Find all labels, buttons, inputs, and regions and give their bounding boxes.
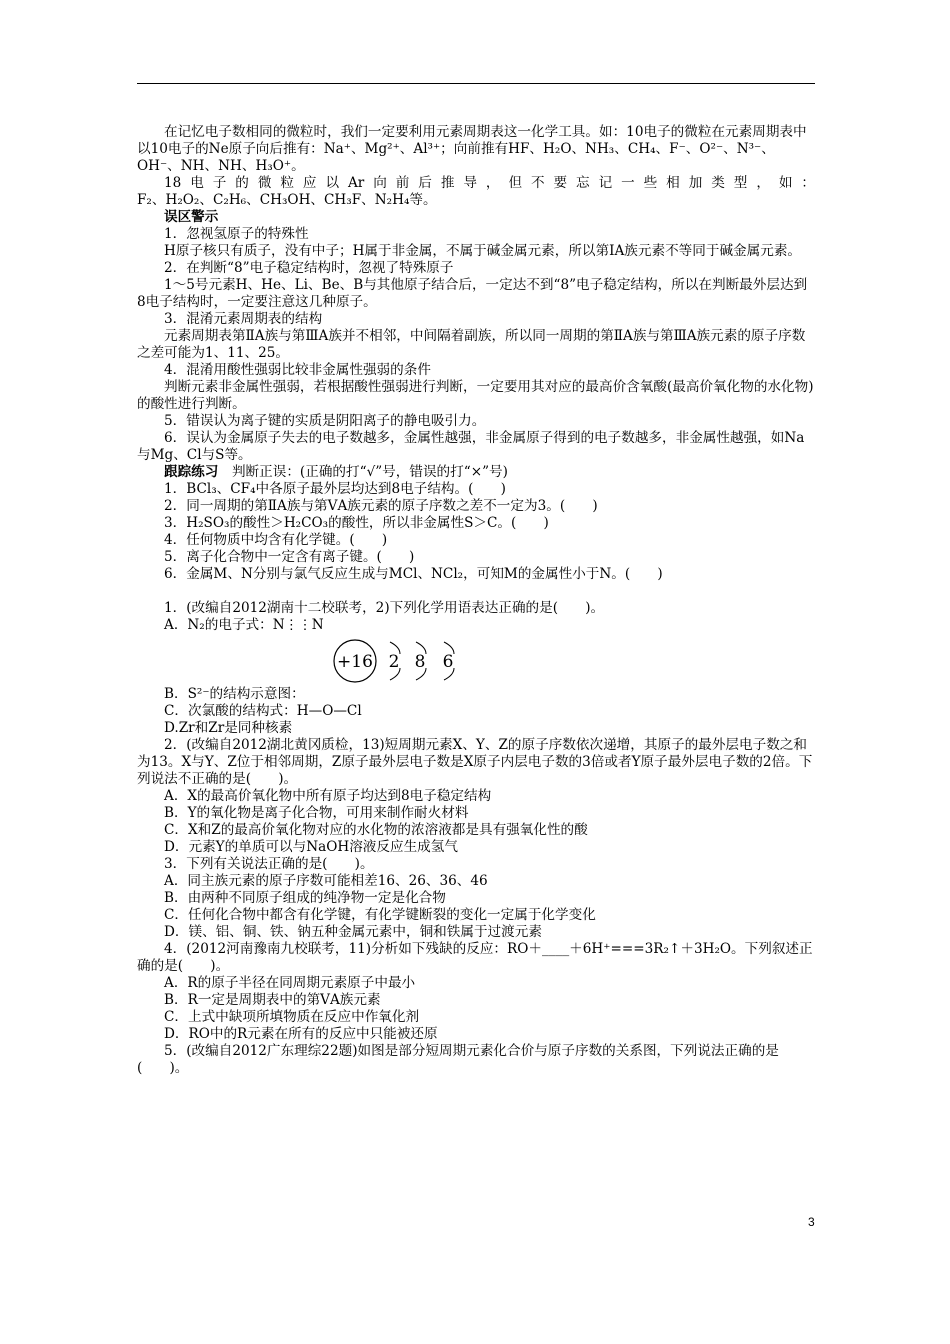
practice-item: 5．离子化合物中一定含有离子键。( ) [164,549,415,565]
question-4-stem: 4．(2012河南豫南九校联考，11)分析如下残缺的反应：RO＋____＋6H⁺===3R₂↑＋3H₂O。下列叙述正确的是( )。 [137,941,813,974]
paragraph-18-electron: 18电子的微粒应以Ar向前后推导，但不要忘记一些相加类型，如： [164,175,815,191]
question-2-option-d: D．元素Y的单质可以与NaOH溶液反应生成氢气 [164,839,458,855]
question-1-option-c: C．次氯酸的结构式：H—O—Cl [164,703,362,719]
sulfide-structure-svg [332,634,482,686]
question-1-option-b: B．S²⁻的结构示意图： [164,686,305,702]
mistake-4-body: 判断元素非金属性强弱，若根据酸性强弱进行判断，一定要用其对应的最高价含氧酸(最高价氧化物的水化物)的酸性进行判断。 [137,379,814,412]
mistake-3-body: 元素周期表第ⅡA族与第ⅢA族并不相邻，中间隔着副族，所以同一周期的第ⅡA族与第ⅢA族元素的原子序数之差可能为1、11、25。 [137,328,806,361]
shell-3-electrons: 6 [442,652,454,672]
mistakes-heading: 误区警示 [164,209,219,225]
question-1-stem: 1．(改编自2012湖南十二校联考，2)下列化学用语表达正确的是( )。 [164,600,605,616]
practice-heading: 跟踪练习 判断正误：(正确的打“√”号，错误的打“×”号) [164,464,508,480]
question-4-option-b: B．R一定是周期表中的第ⅤA族元素 [164,992,381,1008]
mistake-4-title: 4．混淆用酸性强弱比较非金属性强弱的条件 [164,362,431,378]
practice-item: 3．H₂SO₃的酸性＞H₂CO₃的酸性，所以非金属性S＞C。( ) [164,515,549,531]
question-3-option-a: A．同主族元素的原子序数可能相差16、26、36、46 [164,873,488,889]
mistake-2-title: 2．在判断“8”电子稳定结构时，忽视了特殊原子 [164,260,454,276]
question-2-option-a: A．X的最高价氧化物中所有原子均达到8电子稳定结构 [164,788,492,804]
question-2-stem: 2．(改编自2012湖北黄冈质检，13)短周期元素X、Y、Z的原子序数依次递增，其原子的最外层电子数之和为13。X与Y、Z位于相邻周期，Z原子最外层电子数是X原子内层电子数的3倍或者Y原子最外层电子数的2倍。下列说法不正确的是( )。 [137,737,813,787]
mistake-1-title: 1．忽视氢原子的特殊性 [164,226,309,242]
mistake-6-title: 6．误认为金属原子失去的电子数越多，金属性越强，非金属原子得到的电子数越多，非金属性越强，如Na与Mg、Cl与S等。 [137,430,805,463]
nucleus-charge: +16 [337,652,373,672]
page-number: 3 [808,1215,815,1229]
mistake-2-body: 1～5号元素H、He、Li、Be、B与其他原子结合后，一定达不到“8”电子稳定结构，所以在判断最外层达到8电子结构时，一定要注意这几种原子。 [137,277,808,310]
question-2-option-c: C．X和Z的最高价氧化物对应的水化物的浓溶液都是具有强氧化性的酸 [164,822,588,838]
mistake-3-title: 3．混淆元素周期表的结构 [164,311,323,327]
question-3-option-c: C．任何化合物中都含有化学键，有化学键断裂的变化一定属于化学变化 [164,907,596,923]
header-rule [137,83,815,84]
practice-item: 4．任何物质中均含有化学键。( ) [164,532,388,548]
question-3-option-b: B．由两种不同原子组成的纯净物一定是化合物 [164,890,446,906]
question-4-option-a: A．R的原子半径在同周期元素原子中最小 [164,975,416,991]
question-3-option-d: D．镁、铝、铜、铁、钠五种金属元素中，铜和铁属于过渡元素 [164,924,542,940]
question-4-option-c: C．上式中缺项所填物质在反应中作氧化剂 [164,1009,420,1025]
question-4-option-d: D．RO中的R元素在所有的反应中只能被还原 [164,1026,438,1042]
practice-item: 2．同一周期的第ⅡA族与第ⅤA族元素的原子序数之差不一定为3。( ) [164,498,598,514]
shell-1-electrons: 2 [388,652,400,672]
paragraph-10-electron: 在记忆电子数相同的微粒时，我们一定要利用元素周期表这一化学工具。如：10电子的微粒在元素周期表中以10电子的Ne原子向后推有：Na⁺、Mg²⁺、Al³⁺；向前推有HF、H₂O、NH₃、CH₄、F⁻、O²⁻、N³⁻、OH⁻、NH、NH、H₃O⁺。 [137,124,807,174]
document-body [137,124,815,1077]
practice-item: 1．BCl₃、CF₄中各原子最外层均达到8电子结构。( ) [164,481,506,497]
question-2-option-b: B．Y的氧化物是离子化合物，可用来制作耐火材料 [164,805,469,821]
paragraph-18-electron-list: F₂、H₂O₂、C₂H₆、CH₃OH、CH₃F、N₂H₄等。 [137,192,437,208]
shell-2-electrons: 8 [414,652,426,672]
question-5-stem: 5．(改编自2012广东理综22题)如图是部分短周期元素化合价与原子序数的关系图，下列说法正确的是( )。 [137,1043,779,1076]
mistake-5-title: 5．错误认为离子键的实质是阴阳离子的静电吸引力。 [164,413,486,429]
sulfide-structure-diagram [137,634,815,686]
practice-instruction: 判断正误：(正确的打“√”号，错误的打“×”号) [218,464,508,480]
mistake-1-body: H原子核只有质子，没有中子；H属于非金属，不属于碱金属元素，所以第ⅠA族元素不等同于碱金属元素。 [164,243,802,259]
question-3-stem: 3．下列有关说法正确的是( )。 [164,856,374,872]
practice-item: 6．金属M、N分别与氯气反应生成与MCl、NCl₂，可知M的金属性小于N。( ) [164,566,663,582]
question-1-option-d: D.Zr和Zr是同种核素 [164,720,293,736]
question-1-option-a: A．N₂的电子式：N⋮⋮N [164,617,324,633]
